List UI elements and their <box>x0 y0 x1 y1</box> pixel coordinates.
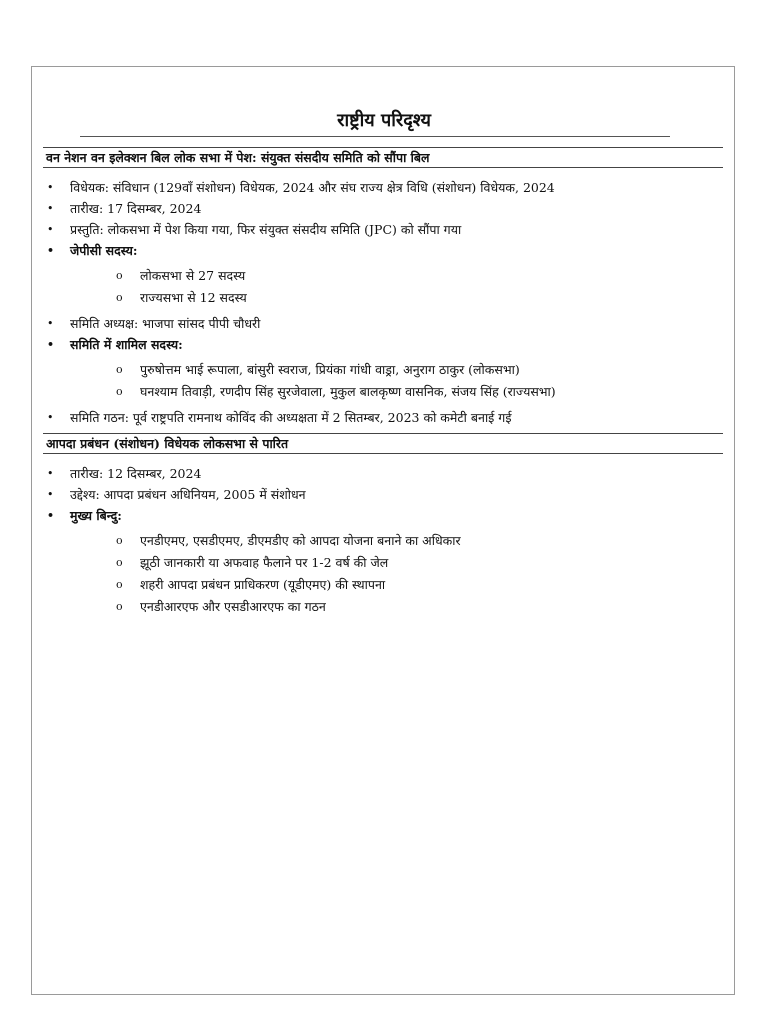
list-item-key-points <box>43 505 723 618</box>
list-item-text: समिति गठन: पूर्व राष्ट्रपति रामनाथ कोविंद की अध्यक्षता में 2 सितम्बर, 2023 को कमेटी बनाई गई <box>70 410 512 425</box>
sub-list-item-text: लोकसभा से 27 सदस्य <box>140 268 246 283</box>
circle-bullet-icon: o <box>116 578 123 591</box>
circle-bullet-icon: o <box>116 534 123 547</box>
list-item-presentation <box>43 219 723 240</box>
list-item-committee-members <box>43 334 723 403</box>
sub-list-item-text: राज्यसभा से 12 सदस्य <box>140 290 247 305</box>
section-list-disaster-management <box>43 463 723 618</box>
sub-list-item-text: एनडीएमए, एसडीएमए, डीएमडीए को आपदा योजना बनाने का अधिकार <box>140 533 461 548</box>
sub-list-key-points <box>70 530 723 618</box>
list-item-text: मुख्य बिन्दु: <box>70 508 122 523</box>
circle-bullet-icon: o <box>116 363 123 376</box>
circle-bullet-icon: o <box>116 556 123 569</box>
sub-list-item <box>70 552 723 574</box>
sub-list-item <box>70 265 723 287</box>
section-list-one-nation-one-election <box>43 177 723 428</box>
bullet-icon: • <box>47 244 55 257</box>
bullet-icon: • <box>47 223 54 236</box>
sub-list-jpc-members <box>70 265 723 309</box>
bullet-icon: • <box>47 181 54 194</box>
circle-bullet-icon: o <box>116 600 123 613</box>
section-heading-one-nation-one-election: वन नेशन वन इलेक्शन बिल लोक सभा में पेश: संयुक्त संसदीय समिति को सौंपा बिल <box>43 147 723 168</box>
list-item-date <box>43 463 723 484</box>
list-item-committee-formation <box>43 407 723 428</box>
bullet-icon: • <box>47 411 54 424</box>
list-item-text: समिति अध्यक्ष: भाजपा सांसद पीपी चौधरी <box>70 316 261 331</box>
bullet-icon: • <box>47 202 54 215</box>
list-item-jpc-members <box>43 240 723 309</box>
page-title: राष्ट्रीय परिदृश्य <box>337 110 431 131</box>
circle-bullet-icon: o <box>116 269 123 282</box>
list-item-date <box>43 198 723 219</box>
bullet-icon: • <box>47 467 54 480</box>
bullet-icon: • <box>47 317 54 330</box>
section-heading-disaster-management: आपदा प्रबंधन (संशोधन) विधेयक लोकसभा से पारित <box>43 433 723 454</box>
list-item-text: उद्देश्य: आपदा प्रबंधन अधिनियम, 2005 में संशोधन <box>70 487 306 502</box>
bullet-icon: • <box>47 488 54 501</box>
sub-list-item <box>70 530 723 552</box>
sub-list-item <box>70 359 723 381</box>
list-item-text: तारीख: 12 दिसम्बर, 2024 <box>70 466 202 481</box>
sub-list-item-text: एनडीआरएफ और एसडीआरएफ का गठन <box>140 599 326 614</box>
list-item-text: तारीख: 17 दिसम्बर, 2024 <box>70 201 202 216</box>
sub-list-item-text: शहरी आपदा प्रबंधन प्राधिकरण (यूडीएमए) की स्थापना <box>140 577 386 592</box>
list-item-text: प्रस्तुति: लोकसभा में पेश किया गया, फिर संयुक्त संसदीय समिति (JPC) को सौंपा गया <box>70 222 462 237</box>
bullet-icon: • <box>47 338 55 351</box>
circle-bullet-icon: o <box>116 385 123 398</box>
list-item-bill <box>43 177 723 198</box>
bullet-icon: • <box>47 509 55 522</box>
sub-list-item-text: पुरुषोत्तम भाई रूपाला, बांसुरी स्वराज, प्रियंका गांधी वाड्रा, अनुराग ठाकुर (लोकसभा) <box>140 362 520 377</box>
list-item-text: जेपीसी सदस्य: <box>70 243 138 258</box>
circle-bullet-icon: o <box>116 291 123 304</box>
title-divider <box>80 136 670 137</box>
list-item-text: समिति में शामिल सदस्य: <box>70 337 183 352</box>
list-item-chairman <box>43 313 723 334</box>
sub-list-item <box>70 381 723 403</box>
list-item-text: विधेयक: संविधान (129वाँ संशोधन) विधेयक, 2024 और संघ राज्य क्षेत्र विधि (संशोधन) विधेयक, 2024 <box>70 180 555 195</box>
sub-list-committee-members <box>70 359 723 403</box>
sub-list-item <box>70 287 723 309</box>
sub-list-item-text: घनश्याम तिवाड़ी, रणदीप सिंह सुरजेवाला, मुकुल बालकृष्ण वासनिक, संजय सिंह (राज्यसभा) <box>140 384 556 399</box>
sub-list-item-text: झूठी जानकारी या अफवाह फैलाने पर 1-2 वर्ष की जेल <box>140 555 389 570</box>
sub-list-item <box>70 596 723 618</box>
list-item-objective <box>43 484 723 505</box>
sub-list-item <box>70 574 723 596</box>
